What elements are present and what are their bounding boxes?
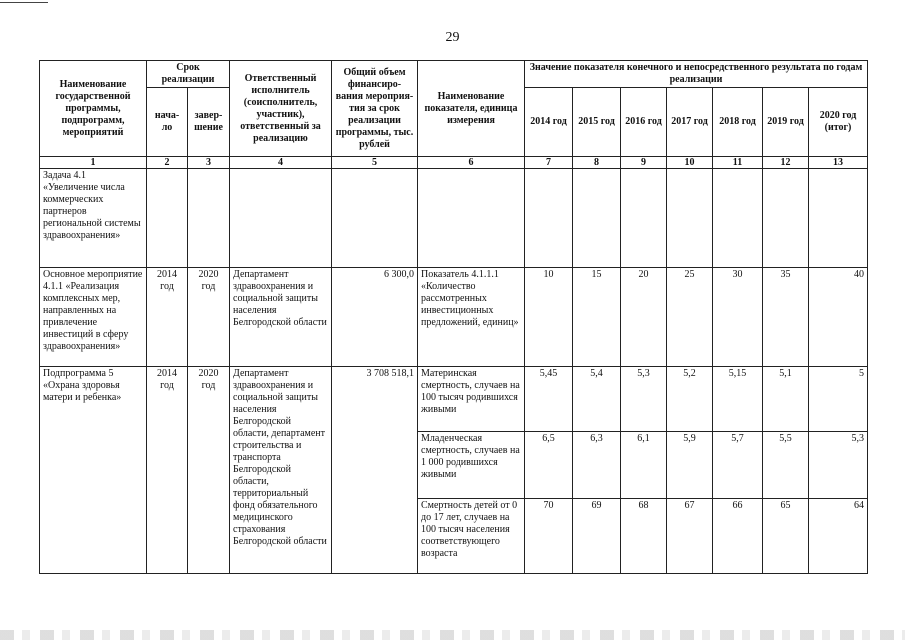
main-event-end: 2020 год	[188, 268, 230, 367]
indicator-value: 5,2	[667, 367, 713, 432]
header-term-end: завер-шение	[188, 88, 230, 157]
indicator-value: 66	[713, 499, 763, 574]
header-year: 2014 год	[525, 88, 573, 157]
main-event-name: Основное мероприятие 4.1.1 «Реализация комплексных мер, направленных на привлечение инвестиций в сферу здравоохранения»	[40, 268, 147, 367]
column-number: 12	[763, 157, 809, 169]
indicator-value: 25	[667, 268, 713, 367]
header-program-name: Наименование государственной программы, подпрограмм, мероприятий	[40, 61, 147, 157]
column-number: 1	[40, 157, 147, 169]
indicator-value: 6,1	[621, 432, 667, 499]
indicator-value: 69	[573, 499, 621, 574]
indicator-value: 70	[525, 499, 573, 574]
column-number-row	[40, 157, 868, 169]
scan-artifact-strip	[0, 630, 905, 640]
program-table	[39, 60, 868, 574]
header-term: Срок реализации	[147, 61, 230, 88]
indicator-value: 5,3	[809, 432, 868, 499]
indicator-value: 15	[573, 268, 621, 367]
indicator-value: 6,3	[573, 432, 621, 499]
subprogram-responsible: Департамент здравоохранения и социальной защиты населения Белгородской области, департамент строительства и транспорта Белгородской области, территориальный фонд обязательного медицинского страхования Белгородской области	[230, 367, 332, 574]
indicator-value: 20	[621, 268, 667, 367]
indicator-value: 67	[667, 499, 713, 574]
column-number: 10	[667, 157, 713, 169]
indicator-value: 68	[621, 499, 667, 574]
table-row-subprogram	[40, 367, 868, 432]
indicator-value: 5,9	[667, 432, 713, 499]
indicator-value: 5,45	[525, 367, 573, 432]
column-number: 4	[230, 157, 332, 169]
table-row-task	[40, 169, 868, 268]
indicator-value: 5	[809, 367, 868, 432]
table-row-main-event	[40, 268, 868, 367]
header-year: 2019 год	[763, 88, 809, 157]
column-number: 6	[418, 157, 525, 169]
header-indicator-name: Наименование показателя, единица измерения	[418, 61, 525, 157]
column-number: 7	[525, 157, 573, 169]
indicator-value: 10	[525, 268, 573, 367]
indicator-value: 6,5	[525, 432, 573, 499]
header-indicator-values: Значение показателя конечного и непосредственного результата по годам реализации	[525, 61, 868, 88]
column-number: 11	[713, 157, 763, 169]
main-event-responsible: Департамент здравоохранения и социальной защиты населения Белгородской области	[230, 268, 332, 367]
main-event-start: 2014 год	[147, 268, 188, 367]
indicator-value: 64	[809, 499, 868, 574]
indicator-value: 5,4	[573, 367, 621, 432]
indicator-value: 65	[763, 499, 809, 574]
subprogram-indicator: Младенческая смертность, случаев на 1 000 родившихся живыми	[418, 432, 525, 499]
indicator-value: 40	[809, 268, 868, 367]
subprogram-indicator: Материнская смертность, случаев на 100 тысяч родившихся живыми	[418, 367, 525, 432]
header-year: 2018 год	[713, 88, 763, 157]
column-number: 13	[809, 157, 868, 169]
indicator-value: 5,5	[763, 432, 809, 499]
header-year: 2016 год	[621, 88, 667, 157]
header-responsible: Ответственный исполнитель (соисполнитель, участник), ответственный за реализацию	[230, 61, 332, 157]
header-year: 2015 год	[573, 88, 621, 157]
subprogram-indicator: Смертность детей от 0 до 17 лет, случаев на 100 тысяч населения соответствующего возраста	[418, 499, 525, 574]
header-year: 2020 год (итог)	[809, 88, 868, 157]
header-term-start: нача-ло	[147, 88, 188, 157]
column-number: 9	[621, 157, 667, 169]
subprogram-name: Подпрограмма 5 «Охрана здоровья матери и ребенка»	[40, 367, 147, 574]
top-edge-line	[0, 2, 48, 3]
indicator-value: 35	[763, 268, 809, 367]
indicator-value: 5,3	[621, 367, 667, 432]
column-number: 3	[188, 157, 230, 169]
column-number: 5	[332, 157, 418, 169]
indicator-value: 5,7	[713, 432, 763, 499]
subprogram-funding: 3 708 518,1	[332, 367, 418, 574]
header-year: 2017 год	[667, 88, 713, 157]
task-name: Задача 4.1 «Увеличение числа коммерческих партнеров региональной системы здравоохранения»	[40, 169, 147, 268]
column-number: 2	[147, 157, 188, 169]
subprogram-end: 2020 год	[188, 367, 230, 574]
main-event-funding: 6 300,0	[332, 268, 418, 367]
indicator-value: 5,1	[763, 367, 809, 432]
indicator-value: 5,15	[713, 367, 763, 432]
page-number: 29	[445, 30, 460, 45]
indicator-value: 30	[713, 268, 763, 367]
column-number: 8	[573, 157, 621, 169]
header-funding: Общий объем финансиро-вания мероприя-тия за срок реализации программы, тыс. рублей	[332, 61, 418, 157]
main-event-indicator: Показатель 4.1.1.1 «Количество рассмотренных инвестиционных предложений, единиц»	[418, 268, 525, 367]
subprogram-start: 2014 год	[147, 367, 188, 574]
